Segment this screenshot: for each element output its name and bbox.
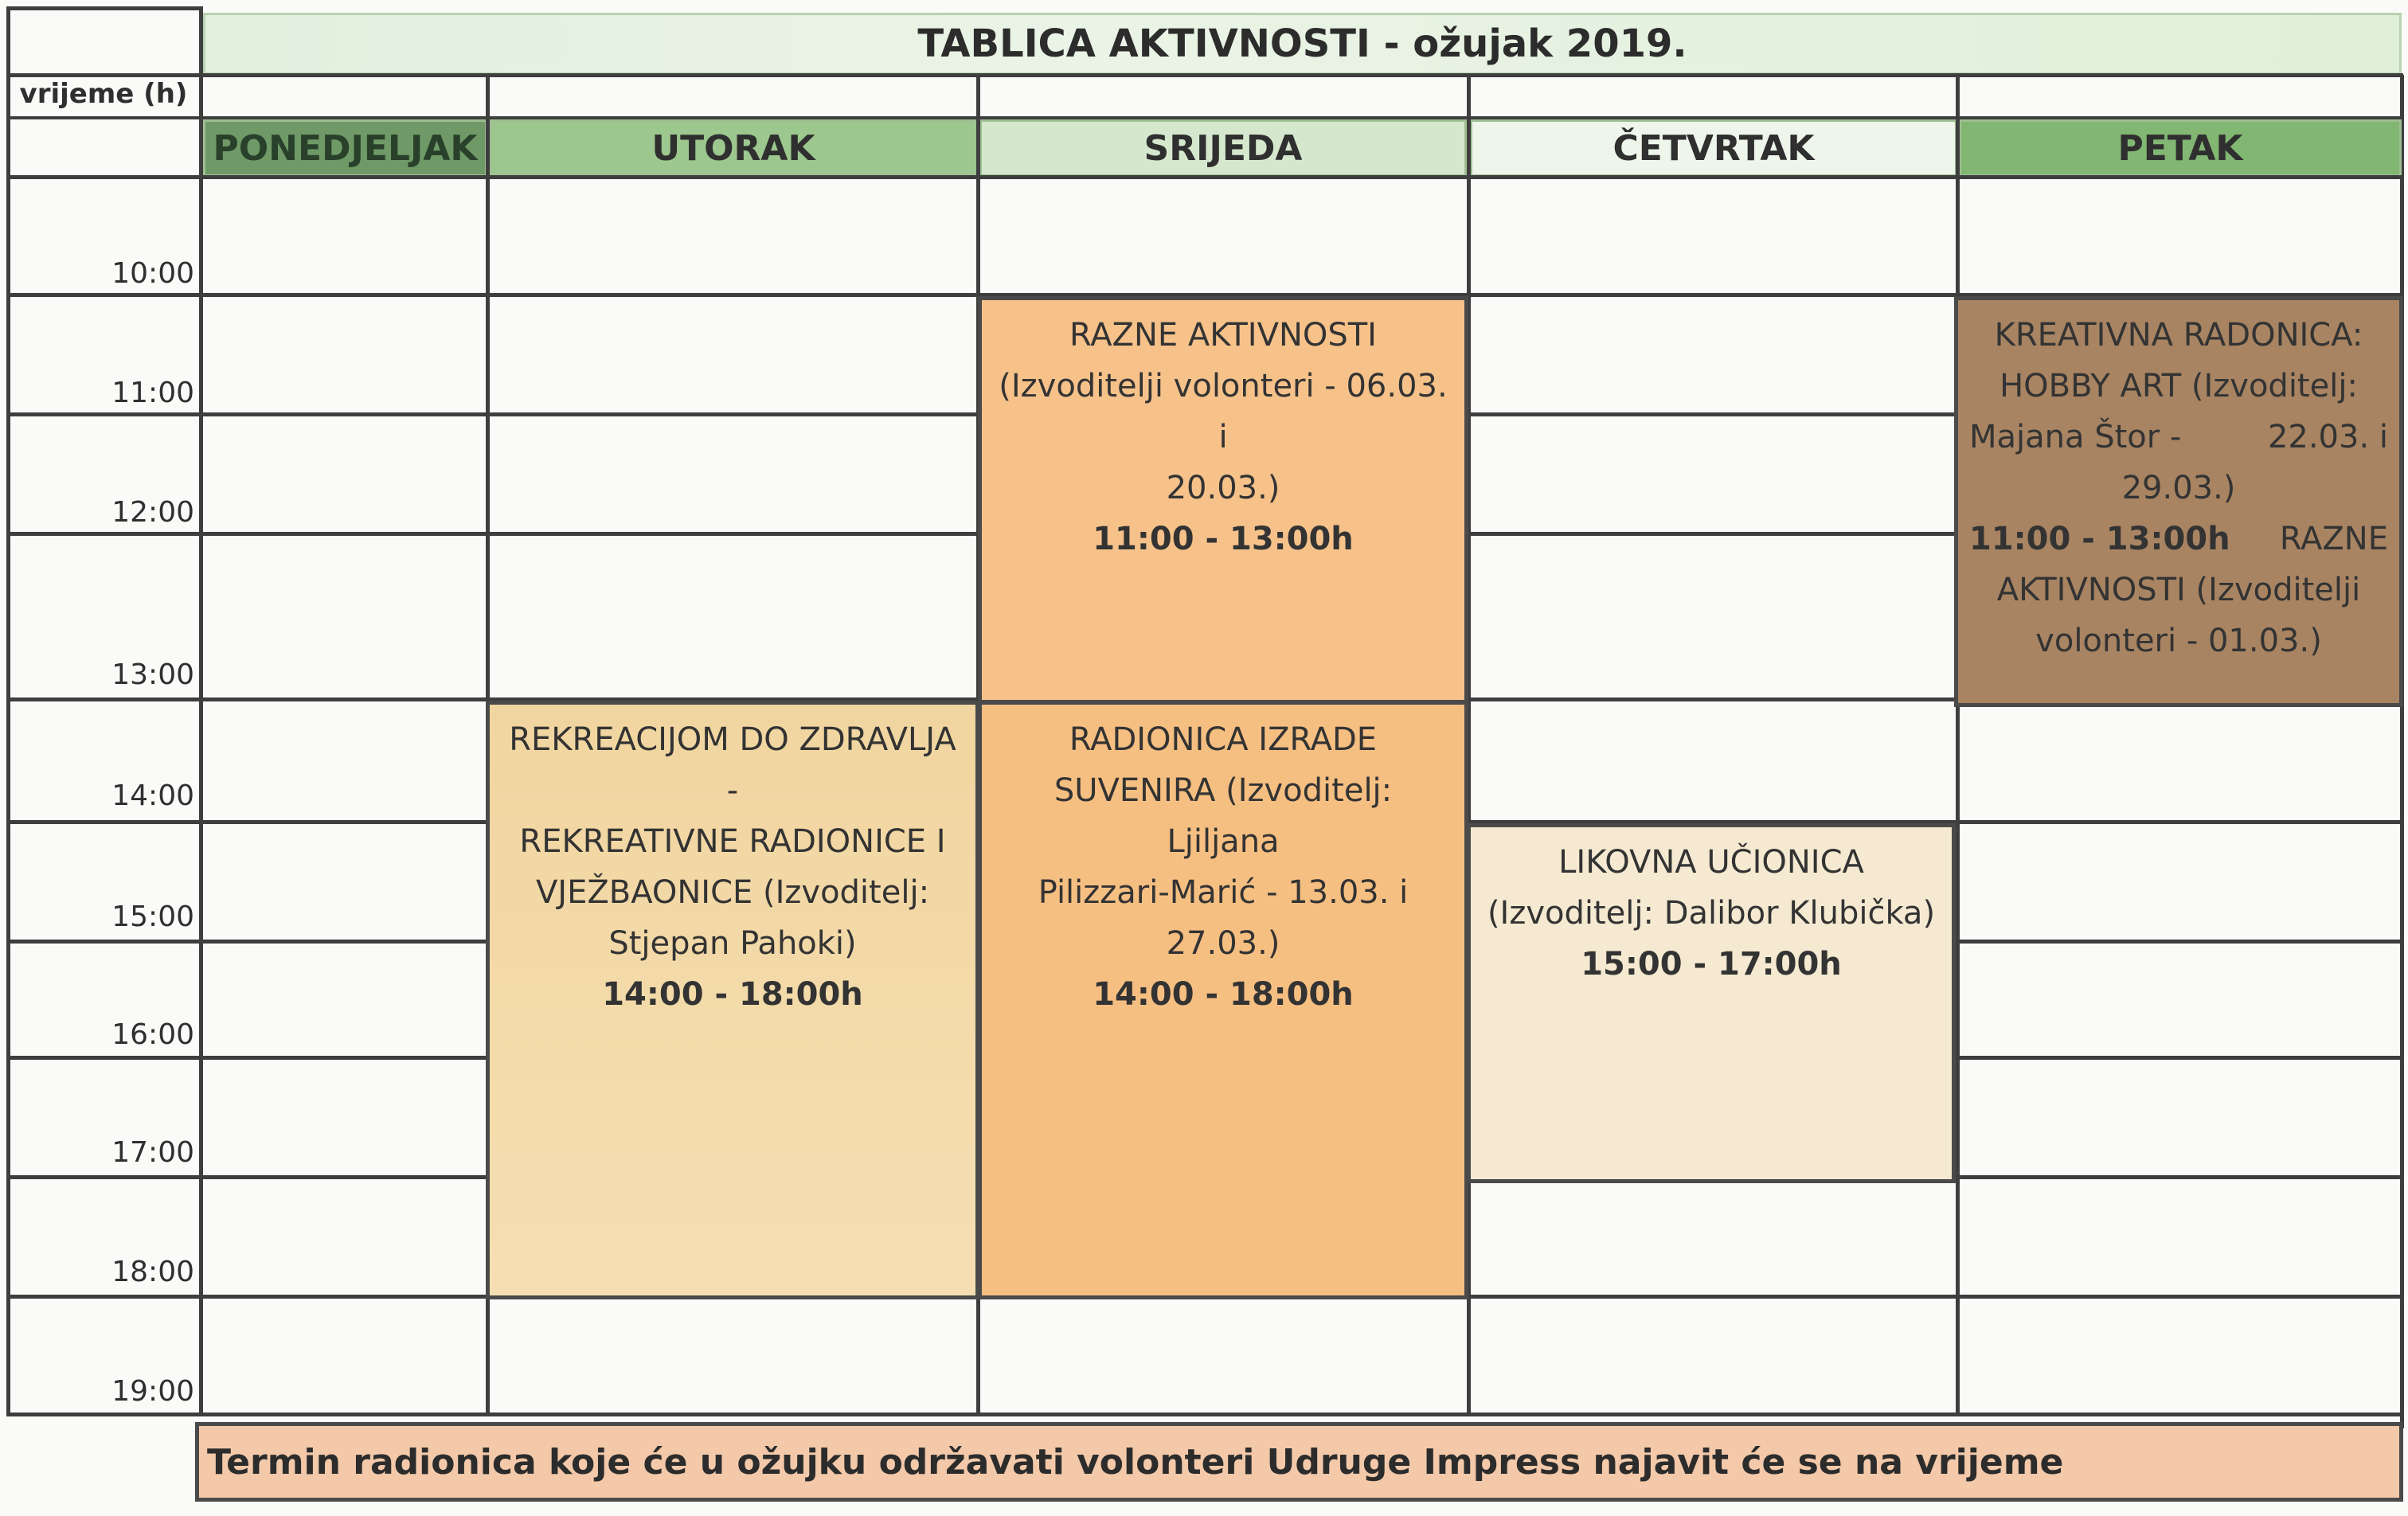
event-tuesday-rekreacijom-do-zdravlja xyxy=(486,701,979,1299)
event-friday-kreativna-radionica xyxy=(1954,296,2403,707)
column-line-time xyxy=(199,6,203,1416)
event-time: 11:00 - 13:00h xyxy=(1093,521,1354,557)
event-title: KREATIVNA RADONICA: xyxy=(1994,317,2363,354)
row-line-bottom xyxy=(6,1412,2403,1416)
time-label: 17:00 xyxy=(111,1136,194,1169)
event-detail: 20.03.) xyxy=(1166,470,1280,506)
time-label: 11:00 xyxy=(111,377,194,409)
event-title: RAZNE AKTIVNOSTI xyxy=(1069,317,1377,354)
event-detail: SUVENIRA (Izvoditelj: Ljiljana xyxy=(1054,772,1393,860)
day-header-wednesday: SRIJEDA xyxy=(979,119,1467,177)
event-detail: RAZNE xyxy=(2279,521,2388,557)
event-thursday-likovna-ucionica xyxy=(1467,823,1956,1183)
event-detail-row xyxy=(1969,412,2388,463)
time-label: 14:00 xyxy=(111,779,194,812)
frame-right-line xyxy=(2400,75,2404,1428)
time-label: 15:00 xyxy=(111,901,194,933)
event-title: RADIONICA IZRADE xyxy=(1069,721,1378,758)
event-detail: 22.03. i xyxy=(2267,419,2388,455)
event-title: REKREACIJOM DO ZDRAVLJA - xyxy=(509,721,956,809)
event-detail: Pilizzari-Marić - 13.03. i xyxy=(1038,874,1409,911)
event-time: 14:00 - 18:00h xyxy=(1093,976,1354,1013)
day-header-tuesday: UTORAK xyxy=(490,119,977,177)
frame-left-line xyxy=(6,6,10,1416)
event-detail-row xyxy=(1969,514,2388,565)
event-detail: AKTIVNOSTI (Izvoditelji xyxy=(1996,572,2361,608)
event-detail: (Izvoditelji volonteri - 06.03. i xyxy=(999,368,1448,455)
footer-note: Termin radionica koje će u ožujku održavati volonteri Udruge Impress najavit će se na vrijeme xyxy=(195,1422,2403,1502)
header-top-line xyxy=(6,73,2403,77)
event-title: LIKOVNA UČIONICA xyxy=(1558,844,1864,881)
day-header-monday: PONEDJELJAK xyxy=(203,119,487,177)
row-line xyxy=(6,175,2403,179)
frame-top-line xyxy=(6,6,203,10)
day-header-friday: PETAK xyxy=(1959,119,2402,177)
time-label: 19:00 xyxy=(111,1375,194,1408)
event-wednesday-radionica-izrade-suvenira xyxy=(978,701,1468,1299)
event-detail: HOBBY ART (Izvoditelj: xyxy=(2000,368,2358,404)
event-detail: (Izvoditelj: Dalibor Klubička) xyxy=(1487,895,1936,932)
event-time: 11:00 - 13:00h xyxy=(1969,521,2230,557)
time-label: 18:00 xyxy=(111,1256,194,1288)
time-label: 13:00 xyxy=(111,658,194,691)
event-detail: Stjepan Pahoki) xyxy=(608,925,857,962)
event-detail: VJEŽBAONICE (Izvoditelj: xyxy=(535,874,930,911)
day-header-thursday: ČETVRTAK xyxy=(1470,119,1957,177)
page-title: TABLICA AKTIVNOSTI - ožujak 2019. xyxy=(203,13,2402,75)
event-wednesday-razne-aktivnosti xyxy=(978,296,1468,704)
time-column-label: vrijeme (h) xyxy=(19,78,188,110)
event-time: 14:00 - 18:00h xyxy=(602,976,863,1013)
time-label: 12:00 xyxy=(111,496,194,529)
event-detail: REKREATIVNE RADIONICE I xyxy=(519,823,946,860)
event-detail: 29.03.) xyxy=(2121,470,2236,506)
event-detail: Majana Štor - xyxy=(1969,419,2182,455)
event-detail: 27.03.) xyxy=(1166,925,1280,962)
column-line-thu xyxy=(1956,75,1960,1416)
time-label: 10:00 xyxy=(111,257,194,290)
event-time: 15:00 - 17:00h xyxy=(1581,946,1842,983)
time-label: 16:00 xyxy=(111,1018,194,1051)
event-detail: volonteri - 01.03.) xyxy=(2035,623,2322,659)
